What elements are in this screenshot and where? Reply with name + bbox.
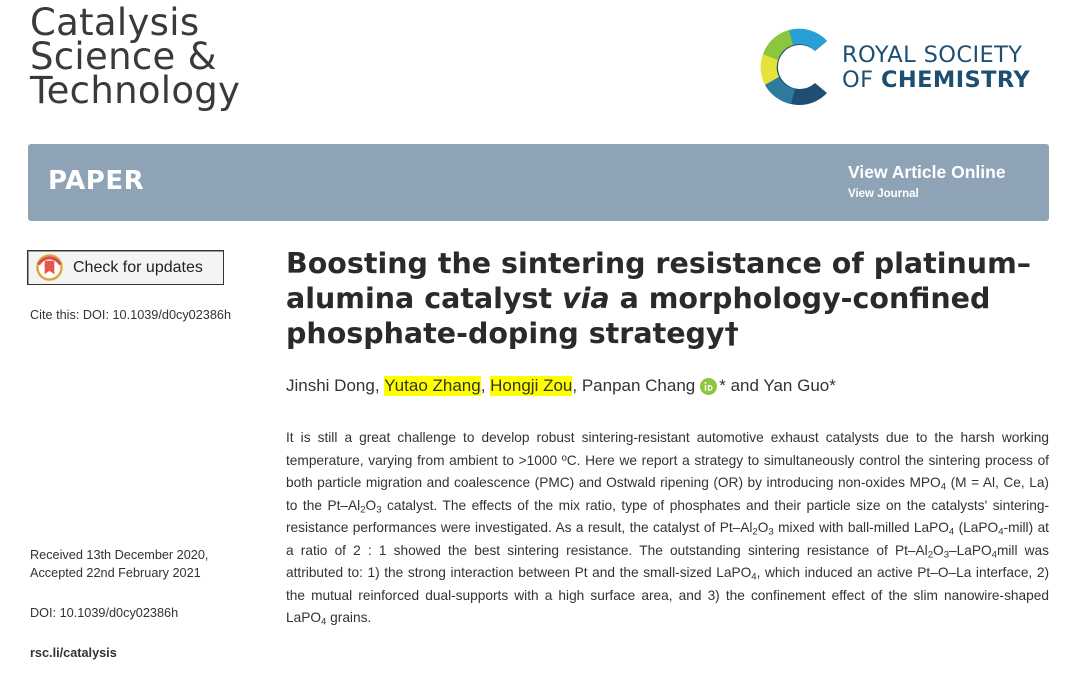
article-title <box>286 246 1046 351</box>
journal-title-line: Technology <box>30 69 241 112</box>
check-updates-icon <box>36 254 63 281</box>
journal-title <box>30 1 241 112</box>
subscript: 3 <box>768 526 774 538</box>
abstract-segment: –LaPO <box>949 542 992 558</box>
publisher-line2 <box>842 68 1030 93</box>
cite-label: Cite this: <box>30 308 80 322</box>
title-part1: Boosting the sintering resistance of platinum–alumina catalyst <box>286 247 1032 315</box>
abstract-segment: -mill) at a ratio of 2 : 1 showed the best sintering resistance. The outstanding sintering resistance of Pt–Al <box>286 520 1049 558</box>
article-type-label: PAPER <box>48 166 145 196</box>
view-journal-link[interactable]: View Journal <box>848 188 919 200</box>
subscript: 4 <box>991 548 997 560</box>
subscript: 2 <box>752 526 758 538</box>
abstract-text <box>286 427 1049 630</box>
subscript: 4 <box>998 526 1004 538</box>
check-for-updates-button[interactable] <box>27 250 224 285</box>
cite-this <box>30 308 231 322</box>
publisher-name <box>842 43 1030 93</box>
journal-title-line: Catalysis <box>30 1 200 44</box>
title-italic: via <box>562 282 610 315</box>
author-separator: , <box>480 376 491 395</box>
author-name: * and Yan Guo* <box>719 376 836 395</box>
author-name: , Panpan Chang <box>572 376 696 395</box>
abstract-segment: O <box>365 497 377 513</box>
title-part2: a morphology-confined phosphate-doping strategy† <box>286 282 991 350</box>
publisher-line1: ROYAL SOCIETY <box>842 42 1023 68</box>
subscript: 4 <box>321 616 327 628</box>
check-updates-label: Check for updates <box>73 258 203 276</box>
abstract-segment: O <box>757 520 769 535</box>
abstract-segment: mill was attributed to: 1) the strong interaction between Pt and the small-sized LaPO <box>286 542 1050 580</box>
subscript: 2 <box>927 548 934 560</box>
journal-link[interactable]: rsc.li/catalysis <box>30 646 117 660</box>
subscript: 2 <box>360 503 366 515</box>
author-name-highlighted[interactable]: Yutao Zhang <box>384 376 481 395</box>
abstract-segment: catalyst. The effects of the mix ratio, type of phosphates and their particle size on the catalysts' sintering-resistance performances were investigated. As a result, the catalyst of Pt–Al <box>286 497 1050 535</box>
abstract-segment: (M = Al, Ce, La) to the Pt–Al <box>286 475 1049 513</box>
received-date: Received 13th December 2020, <box>30 548 209 562</box>
abstract-segment: It is still a great challenge to develop robust sintering-resistant automotive exhaust catalysts due to the harsh working temperature, varying from ambient to >1000 ºC. Here we report a strategy to simultaneously control the sintering process of both particle migration and coalescence (PMC) and Ostwald ripening (OR) by introducing non-oxides MPO <box>286 430 1049 490</box>
author-name: Jinshi Dong, <box>286 376 385 395</box>
abstract-segment: mixed with ball-milled LaPO <box>773 520 949 535</box>
abstract-segment: , which induced an active Pt–O–La interface, 2) the mutual reinforced dual-supports with a high surface area, and 3) the confinement effect of the slim nanowire-shaped LaPO <box>286 565 1050 625</box>
view-article-online-link[interactable]: View Article Online <box>848 162 1006 182</box>
author-list <box>286 376 836 396</box>
abstract-segment: (LaPO <box>954 520 999 535</box>
subscript: 3 <box>943 548 950 560</box>
publisher-line2-prefix: OF <box>842 67 882 93</box>
publisher-line2-bold: CHEMISTRY <box>881 67 1031 93</box>
journal-title-line: Science & <box>30 35 217 78</box>
subscript: 4 <box>751 571 757 583</box>
orcid-icon[interactable] <box>700 378 717 395</box>
abstract-segment: O <box>933 542 944 558</box>
accepted-date: Accepted 22nd February 2021 <box>30 566 201 580</box>
abstract <box>286 427 1049 630</box>
author-name-highlighted[interactable]: Hongji Zou <box>490 376 573 395</box>
doi-text: DOI: 10.1039/d0cy02386h <box>30 606 179 620</box>
subscript: 4 <box>948 526 955 538</box>
subscript: 3 <box>376 503 382 515</box>
abstract-segment: grains. <box>326 610 372 625</box>
cite-doi: DOI: 10.1039/d0cy02386h <box>82 308 232 322</box>
article-type-banner <box>28 144 1049 221</box>
subscript: 4 <box>940 481 947 493</box>
